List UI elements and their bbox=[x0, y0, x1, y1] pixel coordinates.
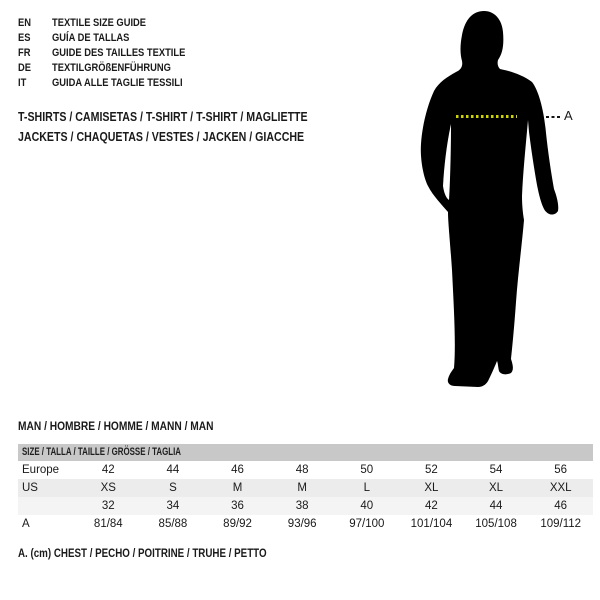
size-cell: 101/104 bbox=[410, 518, 453, 530]
size-cell: 56 bbox=[554, 464, 568, 476]
language-code: IT bbox=[18, 77, 27, 89]
size-cell: 97/100 bbox=[349, 518, 385, 530]
language-row bbox=[18, 61, 185, 76]
language-row bbox=[18, 31, 185, 46]
size-cell: 46 bbox=[554, 500, 568, 512]
measure-pointer-dashes-icon bbox=[546, 116, 561, 118]
size-cell: L bbox=[363, 482, 371, 494]
size-cell: 52 bbox=[425, 464, 438, 476]
language-code: DE bbox=[18, 62, 31, 74]
table-row-us-numeric bbox=[18, 497, 593, 515]
language-code: FR bbox=[18, 47, 31, 59]
measure-label-a: A bbox=[564, 108, 573, 123]
size-cell: 34 bbox=[166, 500, 180, 512]
size-cell: S bbox=[169, 482, 177, 494]
size-cell: 38 bbox=[295, 500, 309, 512]
language-title: GUIDE DES TAILLES TEXTILE bbox=[52, 47, 186, 59]
size-cell: 40 bbox=[360, 500, 374, 512]
table-row-europe bbox=[18, 461, 593, 479]
section-title-man: MAN / HOMBRE / HOMME / MANN / MAN bbox=[18, 419, 214, 433]
row-label bbox=[18, 497, 76, 515]
size-cell: 50 bbox=[360, 464, 374, 476]
size-cell: XL bbox=[489, 482, 504, 494]
garment-types bbox=[18, 108, 308, 147]
garment-line-tshirts: T-SHIRTS / CAMISETAS / T-SHIRT / T-SHIRT / MAGLIETTE bbox=[18, 110, 308, 124]
size-cell: 42 bbox=[101, 464, 115, 476]
size-cell: 105/108 bbox=[475, 518, 517, 530]
size-cell: 85/88 bbox=[158, 518, 188, 530]
size-table-header bbox=[18, 444, 593, 461]
language-row bbox=[18, 76, 185, 91]
language-code: ES bbox=[18, 32, 31, 44]
language-code: EN bbox=[18, 17, 31, 29]
language-title: TEXTILGRÖßENFÜHRUNG bbox=[52, 62, 171, 74]
size-cell: 42 bbox=[425, 500, 438, 512]
language-title: GUÍA DE TALLAS bbox=[52, 32, 130, 44]
table-row-us bbox=[18, 479, 593, 497]
table-row-chest-cm bbox=[18, 515, 593, 533]
size-cell: 81/84 bbox=[93, 518, 123, 530]
size-cell: 54 bbox=[489, 464, 503, 476]
size-cell: 44 bbox=[489, 500, 503, 512]
size-table bbox=[18, 444, 593, 533]
size-cell: 46 bbox=[231, 464, 244, 476]
size-cell: 44 bbox=[166, 464, 180, 476]
row-label: US bbox=[22, 482, 38, 494]
size-cell: 48 bbox=[295, 464, 309, 476]
language-list bbox=[18, 16, 185, 91]
man-silhouette bbox=[415, 8, 575, 390]
chest-measure-line-icon bbox=[456, 115, 517, 118]
size-cell: XS bbox=[100, 482, 116, 494]
size-cell: XXL bbox=[549, 482, 572, 494]
size-cell: M bbox=[297, 482, 307, 494]
size-cell: 89/92 bbox=[223, 518, 252, 530]
language-row bbox=[18, 16, 185, 31]
size-cell: 36 bbox=[231, 500, 244, 512]
size-cell: 32 bbox=[101, 500, 115, 512]
language-title: GUIDA ALLE TAGLIE TESSILI bbox=[52, 77, 183, 89]
row-label: A bbox=[22, 518, 30, 530]
size-cell: XL bbox=[424, 482, 439, 494]
garment-line-jackets: JACKETS / CHAQUETAS / VESTES / JACKEN / GIACCHE bbox=[18, 129, 305, 144]
man-silhouette-body bbox=[421, 11, 558, 387]
size-cell: 109/112 bbox=[540, 518, 582, 530]
row-label: Europe bbox=[22, 464, 60, 476]
footnote-chest: A. (cm) CHEST / PECHO / POITRINE / TRUHE / PETTO bbox=[18, 548, 267, 560]
language-row bbox=[18, 46, 185, 61]
size-cell: 93/96 bbox=[287, 518, 317, 530]
size-cell: M bbox=[232, 482, 243, 494]
language-title: TEXTILE SIZE GUIDE bbox=[52, 17, 147, 29]
size-table-header-text: SIZE / TALLA / TAILLE / GRÖSSE / TAGLIA bbox=[22, 446, 181, 458]
